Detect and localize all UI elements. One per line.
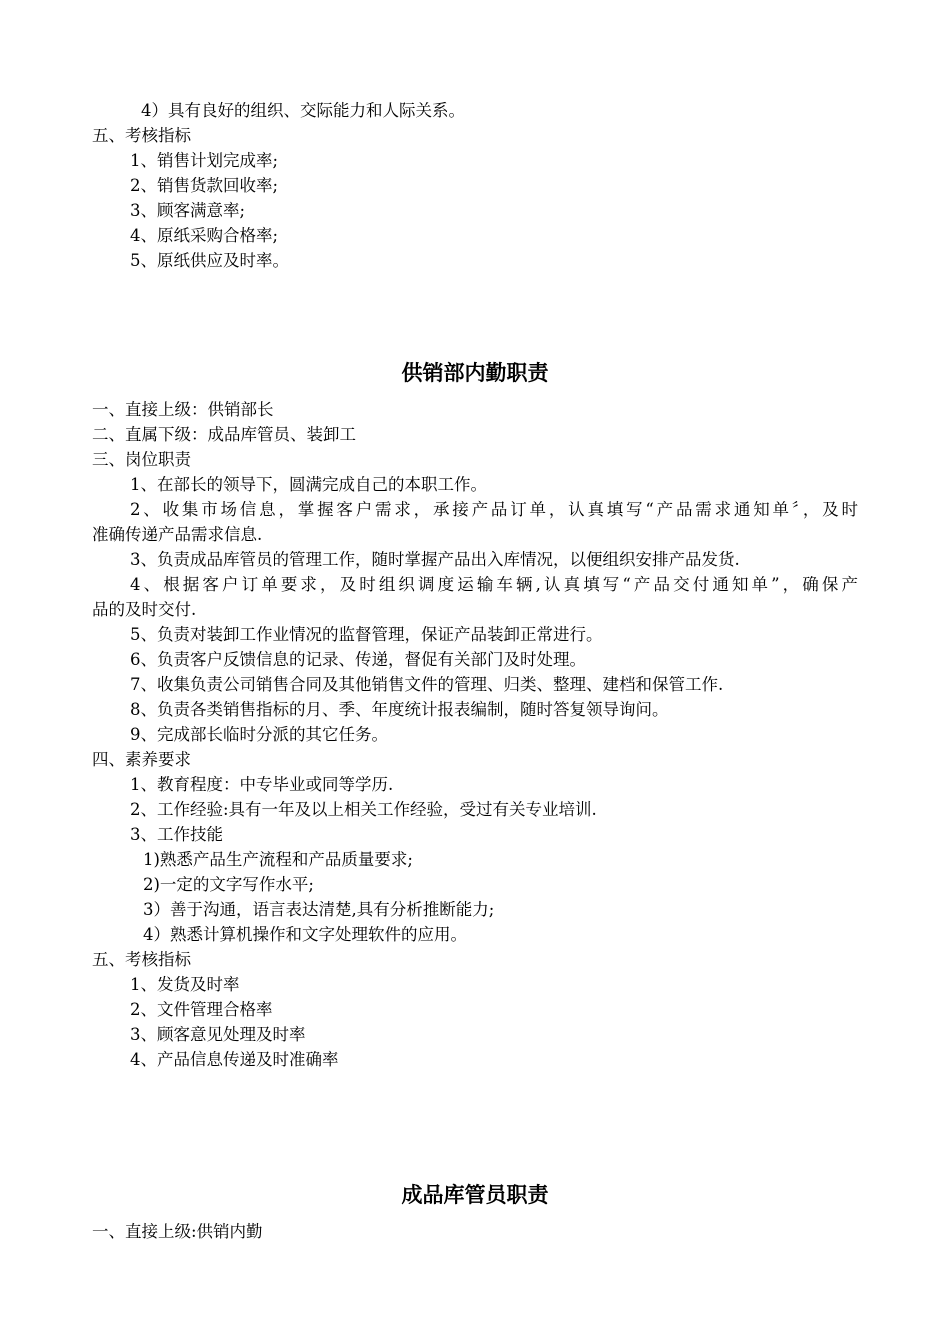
duty-item: 4、根据客户订单要求，及时组织调度运输车辆,认真填写“产品交付通知单”，确保产 bbox=[130, 575, 858, 594]
kpi-item: 2、文件管理合格率 bbox=[130, 1000, 273, 1019]
skill-item: 4）具有良好的组织、交际能力和人际关系。 bbox=[141, 101, 465, 120]
section-title: 成品库管员职责 bbox=[401, 1183, 549, 1207]
duty-item: 7、收集负责公司销售合同及其他销售文件的管理、归类、整理、建档和保管工作. bbox=[130, 675, 724, 694]
requirement-item: 2、工作经验:具有一年及以上相关工作经验，受过有关专业培训. bbox=[130, 800, 597, 819]
skill-item: 3）善于沟通，语言表达清楚,具有分析推断能力; bbox=[143, 900, 495, 919]
duty-item-continued: 品的及时交付. bbox=[92, 600, 197, 619]
section-heading: 五、考核指标 bbox=[92, 126, 191, 145]
duty-item: 6、负责客户反馈信息的记录、传递，督促有关部门及时处理。 bbox=[130, 650, 586, 669]
section-heading: 三、岗位职责 bbox=[92, 450, 191, 469]
duty-item: 2、收集市场信息，掌握客户需求，承接产品订单，认真填写“产品需求通知单〞，及时 bbox=[130, 500, 858, 519]
duty-item: 1、在部长的领导下，圆满完成自己的本职工作。 bbox=[130, 475, 487, 494]
page-title: 供销部内勤职责 bbox=[401, 361, 549, 385]
superior-line: 一、直接上级：供销部长 bbox=[92, 400, 274, 419]
kpi-item: 1、销售计划完成率; bbox=[130, 151, 279, 170]
section-heading: 四、素养要求 bbox=[92, 750, 191, 769]
duty-item: 5、负责对装卸工作业情况的监督管理，保证产品装卸正常进行。 bbox=[130, 625, 603, 644]
skill-item: 2)一定的文字写作水平; bbox=[143, 875, 314, 894]
duty-item: 8、负责各类销售指标的月、季、年度统计报表编制，随时答复领导询问。 bbox=[130, 700, 669, 719]
kpi-item: 5、原纸供应及时率。 bbox=[130, 251, 289, 270]
subordinate-line: 二、直属下级：成品库管员、装卸工 bbox=[92, 425, 356, 444]
kpi-item: 4、产品信息传递及时准确率 bbox=[130, 1050, 339, 1069]
kpi-item: 3、顾客意见处理及时率 bbox=[130, 1025, 306, 1044]
skill-item: 4）熟悉计算机操作和文字处理软件的应用。 bbox=[143, 925, 467, 944]
skill-item: 1)熟悉产品生产流程和产品质量要求; bbox=[143, 850, 413, 869]
requirement-item: 3、工作技能 bbox=[130, 825, 223, 844]
requirement-item: 1、教育程度：中专毕业或同等学历. bbox=[130, 775, 394, 794]
kpi-item: 4、原纸采购合格率; bbox=[130, 226, 279, 245]
duty-item-continued: 准确传递产品需求信息. bbox=[92, 525, 263, 544]
duty-item: 3、负责成品库管员的管理工作，随时掌握产品出入库情况，以便组织安排产品发货. bbox=[130, 550, 740, 569]
duty-item: 9、完成部长临时分派的其它任务。 bbox=[130, 725, 388, 744]
section-heading: 五、考核指标 bbox=[92, 950, 191, 969]
kpi-item: 1、发货及时率 bbox=[130, 975, 240, 994]
kpi-item: 2、销售货款回收率; bbox=[130, 176, 279, 195]
kpi-item: 3、顾客满意率; bbox=[130, 201, 246, 220]
superior-line: 一、直接上级:供销内勤 bbox=[92, 1222, 263, 1241]
